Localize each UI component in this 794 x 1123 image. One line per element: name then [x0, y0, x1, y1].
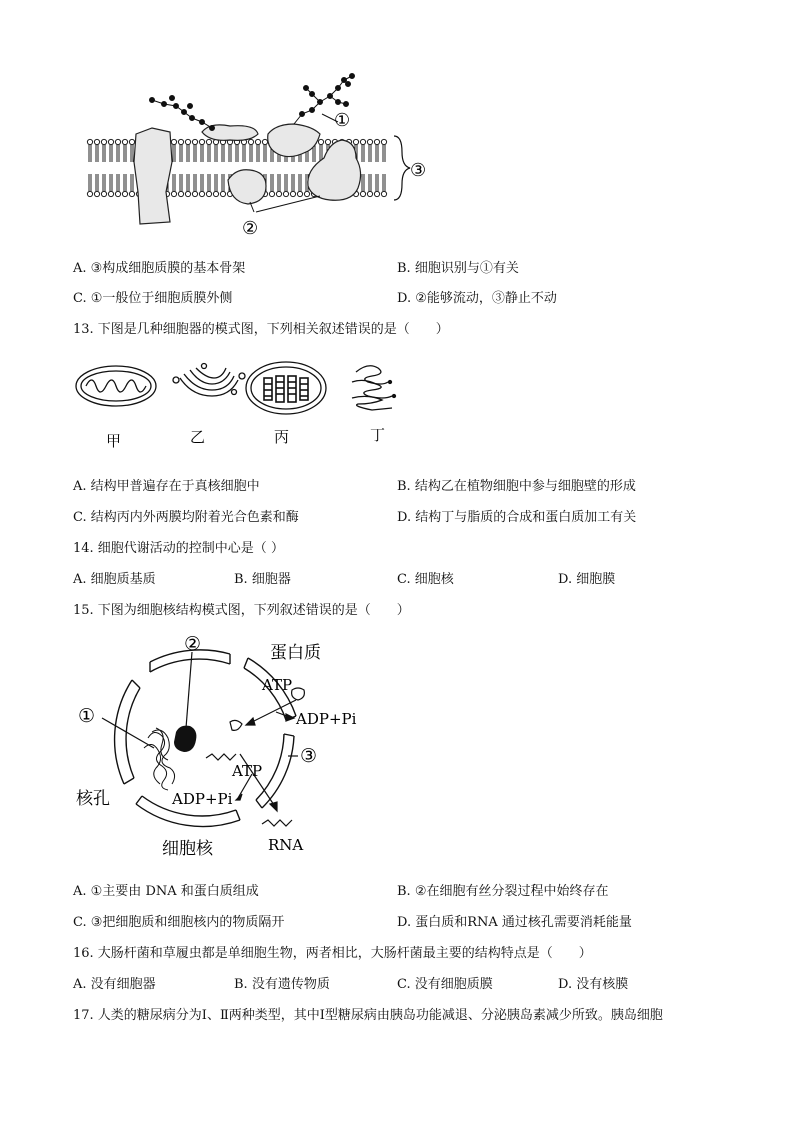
phospholipid-head	[360, 139, 365, 144]
q14-option-b[interactable]: B. 细胞器	[234, 572, 291, 587]
phospholipid-head	[381, 139, 386, 144]
label-jia: 甲	[106, 432, 122, 450]
phospholipid-head	[171, 191, 176, 196]
phospholipid-head	[178, 139, 183, 144]
q13-option-b[interactable]: B. 结构乙在植物细胞中参与细胞壁的形成	[397, 479, 636, 494]
q13-option-c[interactable]: C. 结构丙内外两膜均附着光合色素和酶	[73, 510, 299, 525]
phospholipid-head	[276, 191, 281, 196]
phospholipid-head	[304, 191, 309, 196]
marker-2: ②	[242, 218, 259, 239]
rna-squiggle-outer	[262, 820, 292, 826]
phospholipid-head	[178, 191, 183, 196]
organelles-figure	[72, 358, 432, 450]
q13-stem: 13. 下图是几种细胞器的模式图，下列相关叙述错误的是（ ）	[73, 322, 449, 337]
phospholipid-head	[115, 139, 120, 144]
phospholipid-head	[199, 139, 204, 144]
label-ding: 丁	[370, 426, 386, 444]
label-protein: 蛋白质	[270, 643, 321, 663]
mitochondrion-diagram	[76, 366, 156, 406]
phospholipid-head	[220, 191, 225, 196]
marker-3: ③	[410, 160, 427, 181]
phospholipid-head	[87, 139, 92, 144]
label-atp-mid: ATP	[232, 762, 263, 780]
phospholipid-head	[360, 191, 365, 196]
phospholipid-head	[367, 191, 372, 196]
label-adp-top: ADP+Pi	[296, 710, 357, 728]
q16-option-a[interactable]: A. 没有细胞器	[73, 977, 156, 992]
phospholipid-head	[213, 191, 218, 196]
phospholipid-head	[381, 191, 386, 196]
label-atp-top: ATP	[262, 676, 293, 694]
q13-option-d[interactable]: D. 结构丁与脂质的合成和蛋白质加工有关	[397, 510, 637, 525]
golgi-diagram	[173, 364, 245, 397]
q16-option-b[interactable]: B. 没有遗传物质	[234, 977, 330, 992]
label-bing: 丙	[274, 428, 290, 446]
q14-option-a[interactable]: A. 细胞质基质	[73, 572, 156, 587]
phospholipid-head	[262, 139, 267, 144]
q12-option-d[interactable]: D. ②能够流动，③静止不动	[397, 291, 557, 306]
phospholipid-head	[185, 139, 190, 144]
q15-option-b[interactable]: B. ②在细胞有丝分裂过程中始终存在	[397, 884, 609, 899]
transmembrane-protein-left	[134, 128, 172, 224]
label-nuclear-pore: 核孔	[76, 789, 110, 809]
phospholipid-head	[206, 139, 211, 144]
nucleus-marker-2: ②	[184, 633, 202, 655]
phospholipid-head	[108, 191, 113, 196]
phospholipid-head	[192, 139, 197, 144]
label-yi: 乙	[190, 428, 206, 446]
q14-option-d[interactable]: D. 细胞膜	[558, 572, 616, 587]
glycocalyx-chain-left	[150, 96, 215, 131]
membrane-figure	[80, 62, 440, 242]
phospholipid-head	[297, 191, 302, 196]
phospholipid-head	[101, 191, 106, 196]
phospholipid-head	[122, 191, 127, 196]
nucleolus	[174, 726, 196, 752]
q12-option-a[interactable]: A. ③构成细胞质膜的基本骨架	[73, 261, 246, 276]
phospholipid-head	[129, 139, 134, 144]
q17-stem: 17. 人类的糖尿病分为Ⅰ、Ⅱ两种类型，其中Ⅰ型糖尿病由胰岛功能减退、分泌胰岛素减少所致。胰岛细胞	[73, 1008, 663, 1023]
q15-option-a[interactable]: A. ①主要由 DNA 和蛋白质组成	[73, 884, 259, 899]
transmembrane-protein-right	[308, 140, 361, 200]
phospholipid-head	[290, 191, 295, 196]
phospholipid-head	[94, 139, 99, 144]
q14-stem: 14. 细胞代谢活动的控制中心是（ ）	[73, 541, 284, 556]
embedded-protein-2	[228, 170, 266, 204]
rna-squiggle-inner	[206, 754, 236, 760]
marker-1: ①	[334, 110, 351, 131]
q16-option-c[interactable]: C. 没有细胞质膜	[397, 977, 493, 992]
nucleus-marker-1: ①	[78, 705, 96, 727]
q15-option-d[interactable]: D. 蛋白质和RNA 通过核孔需要消耗能量	[397, 915, 632, 930]
nucleus-figure	[72, 628, 372, 864]
phospholipid-head	[87, 191, 92, 196]
phospholipid-head	[353, 139, 358, 144]
protein-blob	[292, 688, 305, 700]
phospholipid-head	[283, 191, 288, 196]
protein-inner-blob	[230, 720, 242, 730]
phospholipid-head	[269, 191, 274, 196]
phospholipid-head	[171, 139, 176, 144]
q15-stem: 15. 下图为细胞核结构模式图，下列叙述错误的是（ ）	[73, 603, 410, 618]
q15-option-c[interactable]: C. ③把细胞质和细胞核内的物质隔开	[73, 915, 285, 930]
phospholipid-head	[129, 191, 134, 196]
bilayer-bracket	[394, 136, 410, 200]
phospholipid-head	[367, 139, 372, 144]
endoplasmic-reticulum-diagram	[352, 366, 396, 410]
phospholipid-head	[199, 191, 204, 196]
phospholipid-head	[206, 191, 211, 196]
phospholipid-head	[101, 139, 106, 144]
chromatin	[144, 728, 175, 790]
phospholipid-head	[374, 139, 379, 144]
phospholipid-head	[122, 139, 127, 144]
label-nucleus: 细胞核	[162, 839, 213, 859]
label-rna: RNA	[268, 836, 304, 854]
q13-option-a[interactable]: A. 结构甲普遍存在于真核细胞中	[73, 479, 260, 494]
phospholipid-head	[325, 139, 330, 144]
q16-stem: 16. 大肠杆菌和草履虫都是单细胞生物，两者相比，大肠杆菌最主要的结构特点是（ ）	[73, 946, 592, 961]
phospholipid-head	[108, 139, 113, 144]
q16-option-d[interactable]: D. 没有核膜	[558, 977, 629, 992]
phospholipid-head	[374, 191, 379, 196]
nucleus-marker-3: ③	[300, 745, 318, 767]
phospholipid-head	[248, 139, 253, 144]
chloroplast-diagram	[246, 362, 326, 414]
phospholipid-head	[185, 191, 190, 196]
phospholipid-head	[94, 191, 99, 196]
phospholipid-head	[192, 191, 197, 196]
label-adp-mid: ADP+Pi	[172, 790, 233, 808]
q12-option-b[interactable]: B. 细胞识别与①有关	[397, 261, 519, 276]
phospholipid-head	[255, 139, 260, 144]
phospholipid-head	[115, 191, 120, 196]
q12-option-c[interactable]: C. ①一般位于细胞质膜外侧	[73, 291, 233, 306]
phospholipid-head	[318, 139, 323, 144]
glycoprotein-protein	[268, 124, 320, 157]
q14-option-c[interactable]: C. 细胞核	[397, 572, 454, 587]
